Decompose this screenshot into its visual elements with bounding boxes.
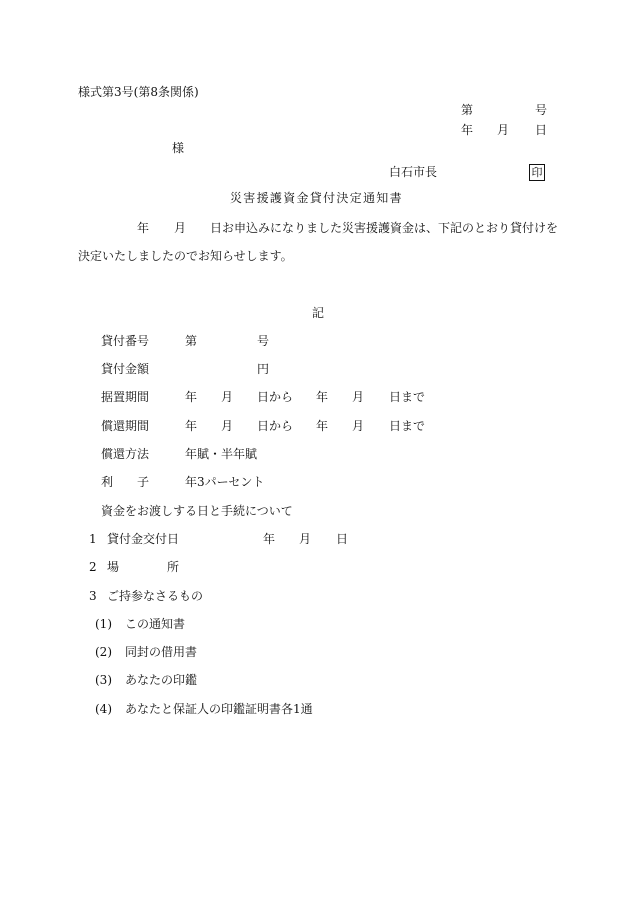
repayment-period-to-year: 年 (316, 419, 329, 433)
interest-label-second: 子 (137, 475, 150, 489)
belonging-4-text: あなたと保証人の印鑑証明書各1通 (125, 702, 313, 716)
loan-amount-unit: 円 (257, 362, 270, 376)
date-year: 年 (461, 123, 474, 137)
ki-heading: 記 (312, 306, 325, 320)
repayment-period-to-day: 日まで (389, 419, 426, 433)
addressee-suffix: 様 (172, 141, 185, 155)
delivery-date-year: 年 (263, 532, 276, 546)
procedure-heading: 資金をお渡しする日と手続について (101, 504, 293, 518)
belonging-1-number: (1) (95, 617, 112, 631)
date-day: 日 (535, 123, 548, 137)
grace-period-from-year: 年 (185, 390, 198, 404)
repayment-period-from-year: 年 (185, 419, 198, 433)
date-month: 月 (497, 123, 510, 137)
loan-number-prefix: 第 (185, 334, 198, 348)
issuer-name: 白石市長 (389, 165, 438, 179)
body-application-month: 月 (174, 221, 187, 235)
loan-amount-label: 貸付金額 (101, 362, 150, 376)
belonging-3-number: (3) (95, 673, 112, 687)
belonging-3-text: あなたの印鑑 (125, 673, 198, 687)
grace-period-to-year: 年 (316, 390, 329, 404)
loan-number-label: 貸付番号 (101, 334, 150, 348)
belonging-1-text: この通知書 (125, 617, 186, 631)
grace-period-to-month: 月 (352, 390, 365, 404)
document-number-prefix: 第 (461, 103, 474, 117)
grace-period-label: 据置期間 (101, 390, 150, 404)
repayment-method-label: 償還方法 (101, 447, 150, 461)
repayment-method-value: 年賦・半年賦 (185, 447, 258, 461)
document-title: 災害援護資金貸付決定通知書 (230, 191, 403, 205)
seal-mark: 印 (529, 164, 545, 181)
grace-period-from-day: 日から (257, 390, 294, 404)
loan-number-suffix: 号 (257, 334, 270, 348)
form-number: 様式第3号(第8条関係) (78, 85, 199, 99)
body-line-1: 日お申込みになりました災害援護資金は、下記のとおり貸付けを (210, 221, 559, 235)
procedure-item-3-label: ご持参なさるもの (107, 589, 204, 603)
procedure-item-2-label-first: 場 (107, 560, 120, 574)
body-line-2: 決定いたしましたのでお知らせします。 (78, 249, 293, 263)
repayment-period-label: 償還期間 (101, 419, 150, 433)
interest-value: 年3パーセント (185, 475, 265, 489)
interest-label-first: 利 (101, 475, 114, 489)
delivery-date-day: 日 (336, 532, 349, 546)
repayment-period-from-day: 日から (257, 419, 294, 433)
procedure-item-2-number: 2 (89, 560, 97, 574)
procedure-item-2-label-second: 所 (167, 560, 180, 574)
body-application-year: 年 (137, 221, 150, 235)
procedure-item-1-number: 1 (89, 532, 97, 546)
procedure-item-1-label: 貸付金交付日 (107, 532, 180, 546)
delivery-date-month: 月 (299, 532, 312, 546)
procedure-item-3-number: 3 (89, 589, 97, 603)
belonging-4-number: (4) (95, 702, 112, 716)
grace-period-from-month: 月 (221, 390, 234, 404)
document-number-suffix: 号 (535, 103, 548, 117)
belonging-2-text: 同封の借用書 (125, 645, 198, 659)
grace-period-to-day: 日まで (389, 390, 426, 404)
repayment-period-from-month: 月 (221, 419, 234, 433)
repayment-period-to-month: 月 (352, 419, 365, 433)
belonging-2-number: (2) (95, 645, 112, 659)
